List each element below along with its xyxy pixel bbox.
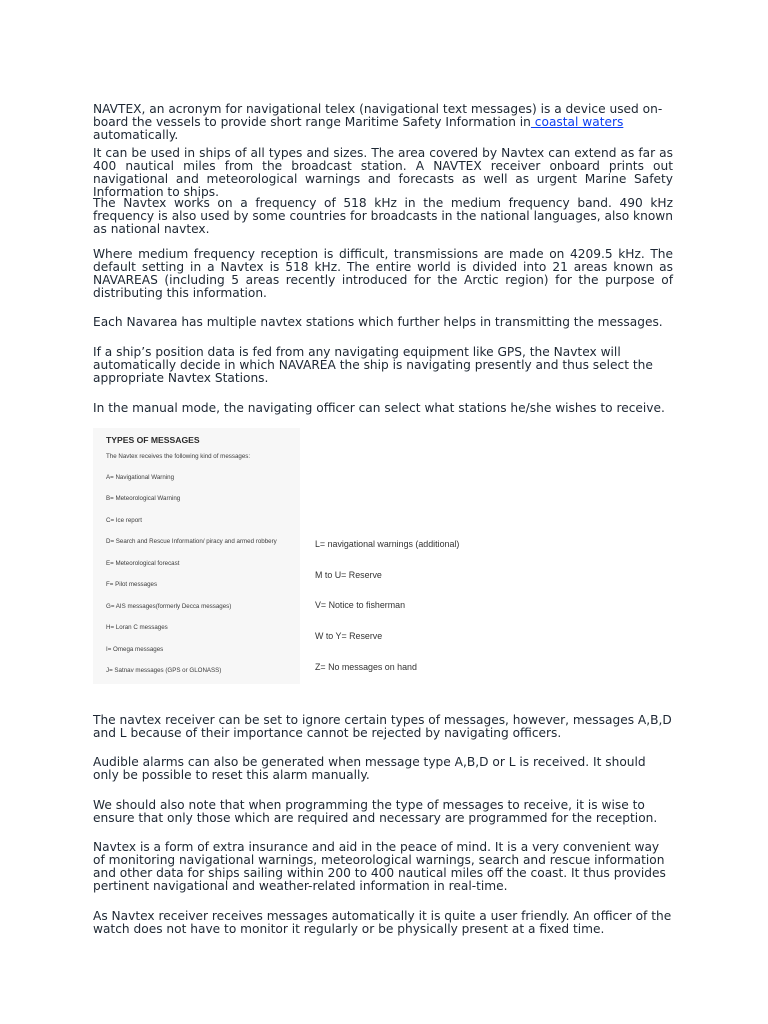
message-type-item: E= Meteorological forecast [106,560,180,567]
message-type-item-right: M to U= Reserve [315,570,382,580]
message-type-item: A= Navigational Warning [106,474,175,481]
paragraph-user-friendly: As Navtex receiver receives messages automatically it is quite a user friendly. An officer of the watch does not have to monitor it regularly or be physically present at a fixed time. [93,909,672,936]
coastal-waters-link[interactable]: coastal waters [530,114,624,129]
message-type-item: F= Pilot messages [106,581,158,588]
message-type-item-right: Z= No messages on hand [315,662,417,672]
paragraph-alarms: Audible alarms can also be generated when message type A,B,D or L is received. It should only be possible to reset this alarm manually. [93,755,646,782]
paragraph-gps: If a ship’s position data is fed from any navigating equipment like GPS, the Navtex will automatically decide in which NAVAREA the ship is navigating presently and thus select the appropriate Navtex Stations. [93,345,653,385]
message-types-figure [93,428,593,684]
paragraph-manual-mode: In the manual mode, the navigating officer can select what stations he/she wishes to receive. [93,401,665,415]
paragraph-navareas: Where medium frequency reception is difficult, transmissions are made on 4209.5 kHz. The default setting in a Navtex is 518 kHz. The entire world is divided into 21 areas known as NAVAREAS (including 5 areas recently introduced for the Arctic region) for the purpose of distributing this information. [93,247,673,300]
message-type-item: H= Loran C messages [106,624,168,631]
paragraph-insurance: Navtex is a form of extra insurance and aid in the peace of mind. It is a very convenient way of monitoring navigational warnings, meteorological warnings, search and rescue information and other data for ships sailing within 200 to 400 nautical miles off the coast. It thus provides pertinent navigational and weather-related information in real-time. [93,840,666,893]
message-type-item: G= AIS messages(formerly Decca messages) [106,603,232,610]
message-type-item: J= Satnav messages (GPS or GLONASS) [106,667,222,674]
message-type-item: D= Search and Rescue Information/ piracy and armed robbery [106,538,277,545]
intro-text-end: automatically. [93,127,179,142]
message-type-item: I= Omega messages [106,646,164,653]
message-type-item-right: V= Notice to fisherman [315,600,406,610]
intro-text: NAVTEX, an acronym for navigational telex (navigational text messages) is a device used on-board the vessels to provide short range Maritime Safety Information in [93,102,663,129]
message-type-item-right: W to Y= Reserve [315,631,383,641]
message-type-item-right: L= navigational warnings (additional) [315,539,460,549]
paragraph-stations: Each Navarea has multiple navtex stations which further helps in transmitting the messages. [93,315,663,329]
figure-title: TYPES OF MESSAGES [106,435,200,445]
paragraph-frequency: The Navtex works on a frequency of 518 kHz in the medium frequency band. 490 kHz frequency is also used by some countries for broadcasts in the national languages, also known as national navtex. [93,196,673,236]
message-type-item: C= Ice report [106,517,142,524]
message-type-item: B= Meteorological Warning [106,495,181,502]
message-types-list-panel [93,428,300,684]
figure-intro: The Navtex receives the following kind of messages: [106,453,251,460]
paragraph-ignore-messages: The navtex receiver can be set to ignore certain types of messages, however, messages A,B,D and L because of their importance cannot be rejected by navigating officers. [93,713,672,740]
paragraph-programming: We should also note that when programming the type of messages to receive, it is wise to ensure that only those which are required and necessary are programmed for the reception. [93,798,658,825]
paragraph-coverage: It can be used in ships of all types and sizes. The area covered by Navtex can extend as far as 400 nautical miles from the broadcast station. A NAVTEX receiver onboard prints out navigational and meteorological warnings and forecasts as well as urgent Marine Safety Information to ships. [93,146,673,199]
intro-paragraph [93,103,673,142]
